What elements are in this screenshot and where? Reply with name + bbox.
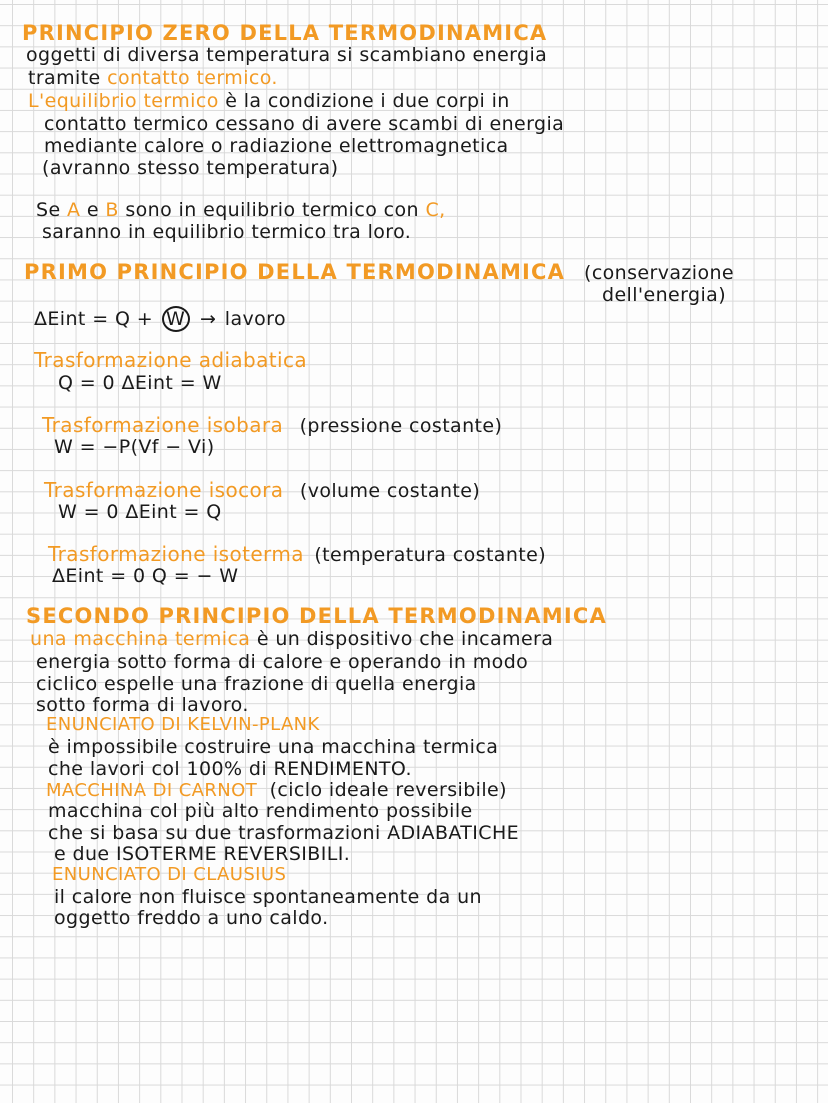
zero-line-2 bbox=[28, 67, 278, 89]
body-a-label: A bbox=[67, 199, 81, 221]
carnot-row bbox=[46, 779, 507, 802]
kelvin-plank-line-2: che lavori col 100% di RENDIMENTO. bbox=[48, 758, 412, 780]
equation-left: ΔEint = Q + bbox=[34, 308, 154, 330]
kelvin-plank-title: ENUNCIATO DI KELVIN-PLANK bbox=[46, 714, 320, 735]
arrow-right-icon: → bbox=[200, 308, 217, 330]
zero-line-7-text: sono in equilibrio termico con bbox=[125, 199, 419, 221]
first-principle-note-1: (conservazione bbox=[584, 262, 735, 284]
isochoric-title: Trasformazione isocora bbox=[44, 478, 284, 502]
clausius-line-2: oggetto freddo a uno caldo. bbox=[54, 907, 329, 929]
isothermal-row bbox=[48, 543, 546, 566]
second-line-1 bbox=[30, 628, 553, 650]
zero-line-7 bbox=[36, 199, 446, 221]
clausius-title: ENUNCIATO DI CLAUSIUS bbox=[52, 864, 287, 885]
second-line-4: sotto forma di lavoro. bbox=[36, 694, 249, 716]
carnot-line-1: macchina col più alto rendimento possibile bbox=[48, 800, 473, 822]
zero-line-8: saranno in equilibrio termico tra loro. bbox=[42, 221, 412, 243]
second-line-1-text: è un dispositivo che incamera bbox=[256, 628, 554, 650]
first-principle-title: PRIMO PRINCIPIO DELLA TERMODINAMICA bbox=[24, 260, 566, 284]
isobaric-title: Trasformazione isobara bbox=[42, 413, 284, 437]
isobaric-row bbox=[42, 414, 502, 437]
second-line-2: energia sotto forma di calore e operando in modo bbox=[36, 651, 529, 673]
adiabatic-title: Trasformazione adiabatica bbox=[34, 348, 308, 372]
kelvin-plank-line-1: è impossibile costruire una macchina termica bbox=[48, 736, 499, 758]
work-symbol: W bbox=[162, 306, 190, 332]
carnot-title: MACCHINA DI CARNOT bbox=[46, 780, 258, 801]
second-line-3: ciclico espelle una frazione di quella energia bbox=[36, 673, 477, 695]
isobaric-note: (pressione costante) bbox=[299, 415, 503, 437]
isothermal-equation: ΔEint = 0 Q = − W bbox=[52, 565, 239, 587]
thermal-contact-term: contatto termico. bbox=[107, 67, 278, 89]
isothermal-note: (temperatura costante) bbox=[314, 544, 547, 566]
zero-line-3-text: è la condizione i due corpi in bbox=[225, 90, 510, 112]
second-principle-title: SECONDO PRINCIPIO DELLA TERMODINAMICA bbox=[26, 604, 607, 628]
zero-line-5: mediante calore o radiazione elettromagnetica bbox=[44, 135, 509, 157]
carnot-line-3: e due ISOTERME REVERSIBILI. bbox=[54, 843, 351, 865]
heat-engine-term: una macchina termica bbox=[30, 628, 251, 650]
carnot-note: (ciclo ideale reversibile) bbox=[269, 779, 507, 801]
work-label: lavoro bbox=[224, 308, 286, 330]
first-principle-note-2: dell'energia) bbox=[602, 284, 727, 306]
isochoric-equation: W = 0 ΔEint = Q bbox=[58, 501, 222, 523]
zero-if: Se bbox=[36, 199, 61, 221]
body-b-label: B bbox=[105, 199, 119, 221]
thermal-equilibrium-term: L'equilibrio termico bbox=[28, 90, 219, 112]
zero-line-6: (avranno stesso temperatura) bbox=[42, 157, 339, 179]
carnot-line-2: che si basa su due trasformazioni ADIABATICHE bbox=[48, 822, 520, 844]
zero-line-3 bbox=[28, 90, 510, 112]
zero-line-2-text: tramite bbox=[28, 67, 101, 89]
clausius-line-1: il calore non fluisce spontaneamente da un bbox=[54, 886, 482, 908]
isobaric-equation: W = −P(Vf − Vi) bbox=[54, 436, 215, 458]
zero-line-4: contatto termico cessano di avere scambi di energia bbox=[44, 113, 565, 135]
isochoric-note: (volume costante) bbox=[299, 480, 481, 502]
body-c-label: C, bbox=[425, 199, 446, 221]
isochoric-row bbox=[44, 479, 480, 502]
first-principle-equation bbox=[34, 306, 286, 332]
adiabatic-equation: Q = 0 ΔEint = W bbox=[58, 372, 222, 394]
zero-principle-title: PRINCIPIO ZERO DELLA TERMODINAMICA bbox=[22, 21, 548, 45]
isothermal-title: Trasformazione isoterma bbox=[48, 542, 304, 566]
zero-and: e bbox=[86, 199, 99, 221]
zero-line-1: oggetti di diversa temperatura si scambiano energia bbox=[26, 44, 548, 66]
